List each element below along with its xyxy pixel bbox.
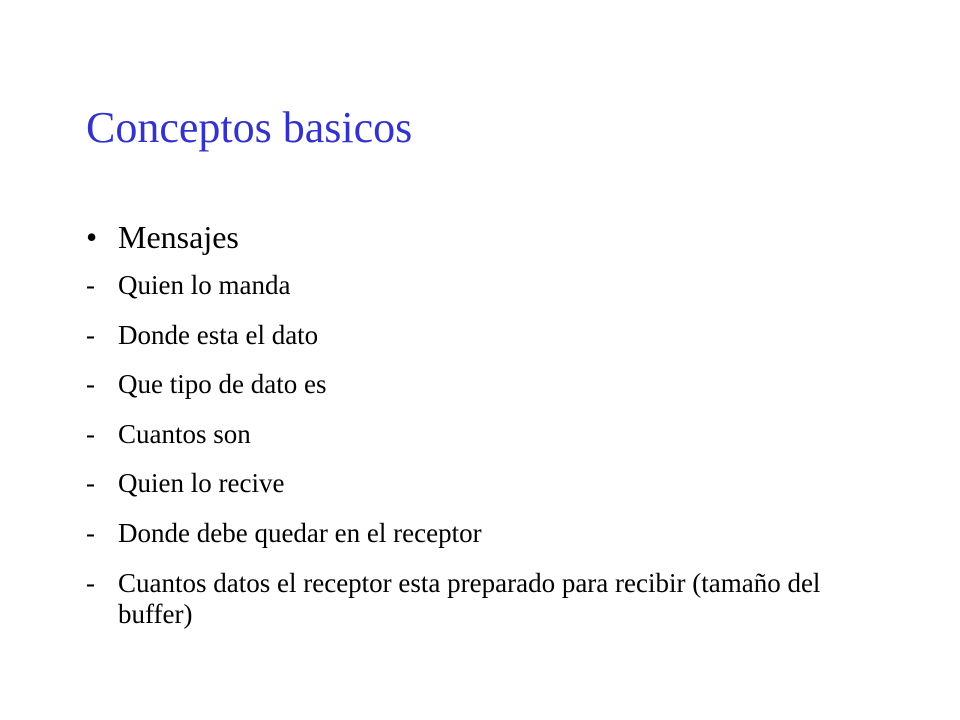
sub-item-text: Donde debe quedar en el receptor xyxy=(118,517,482,548)
sub-item xyxy=(86,270,866,301)
bullet-item xyxy=(86,215,239,259)
sub-item xyxy=(86,518,866,549)
sub-item-text: Donde esta el dato xyxy=(118,319,319,350)
sub-item xyxy=(86,419,866,450)
dash-marker: - xyxy=(86,319,95,350)
bullet-marker: • xyxy=(86,219,98,255)
dash-marker: - xyxy=(86,270,95,300)
slide-title: Conceptos basicos xyxy=(86,103,413,152)
sub-item-text: Quien lo recive xyxy=(118,468,285,499)
sub-item-list xyxy=(86,270,866,648)
dash-marker: - xyxy=(86,567,95,598)
sub-item-text: Cuantos son xyxy=(118,418,251,449)
sub-item xyxy=(86,320,866,351)
sub-item-text: Que tipo de dato es xyxy=(118,369,327,400)
sub-item xyxy=(86,369,866,400)
sub-item-text: Quien lo manda xyxy=(118,270,291,300)
bullet-text: Mensajes xyxy=(118,219,239,255)
dash-marker: - xyxy=(86,369,95,400)
dash-marker: - xyxy=(86,517,95,548)
sub-item xyxy=(86,568,866,630)
dash-marker: - xyxy=(86,468,95,499)
sub-item xyxy=(86,468,866,499)
sub-item-text: Cuantos datos el receptor esta preparado para recibir (tamaño del buffer) xyxy=(118,567,821,629)
dash-marker: - xyxy=(86,418,95,449)
